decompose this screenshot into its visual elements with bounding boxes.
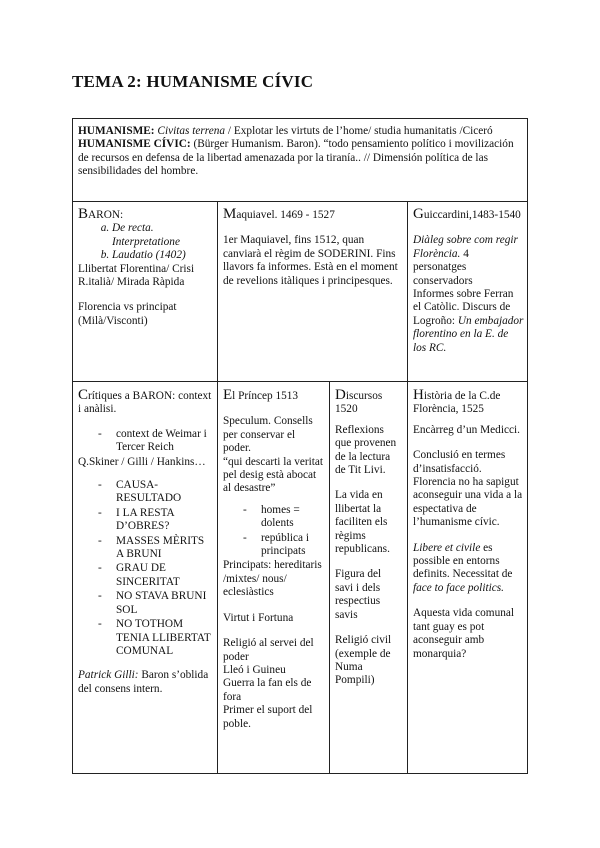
guicciardini-work-2: Un embajador florentino en la E. de los RC. bbox=[413, 314, 524, 354]
maquiavel-text: 1er Maquiavel, fins 1512, quan canviarà el règim de SODERINI. Fins llavors fa informes. Està en el moment de revelions itàliques i principesques. bbox=[223, 234, 398, 287]
list-item: - CAUSA-RESULTADO bbox=[98, 479, 212, 506]
list-item: - I LA RESTA D’OBRES? bbox=[98, 507, 212, 534]
civitas-terrena: Civitas terrena bbox=[157, 125, 226, 137]
discursos-initial: D bbox=[335, 387, 346, 403]
principe-cell bbox=[218, 381, 329, 774]
maquiavel-initial: M bbox=[223, 206, 237, 222]
gilli-label: Patrick Gilli: bbox=[78, 669, 139, 682]
discursos-p2: La vida en llibertat la faciliten els règims republicans. bbox=[335, 489, 390, 556]
principe-p1: Speculum. Consells per conservar el poder. bbox=[223, 415, 313, 455]
list-item: - MASSES MÈRITS A BRUNI bbox=[98, 535, 212, 562]
libere-civile: Libere et civile bbox=[413, 541, 481, 554]
discursos-title: iscursos 1520 bbox=[335, 390, 383, 416]
baron-initial: B bbox=[78, 206, 89, 222]
principe-p3: Principats: hereditaris /mixtes/ nous/ eclesiàstics bbox=[223, 559, 322, 599]
guicciardini-text-1: 4 personatges conservadors bbox=[413, 247, 473, 287]
list-item: - NO TOTHOM TENIA LLIBERTAT COMUNAL bbox=[98, 618, 212, 658]
list-item: - república i principats bbox=[243, 532, 324, 559]
baron-works-list bbox=[78, 222, 212, 262]
historia-title: istòria de la C.de Florència, 1525 bbox=[413, 390, 501, 416]
historia-cell bbox=[408, 381, 529, 774]
maquiavel-cell bbox=[218, 201, 407, 381]
principe-p4: Virtut i Fortuna bbox=[223, 611, 294, 624]
maquiavel-title: aquiavel. 1469 - 1527 bbox=[236, 209, 335, 221]
intro-cell bbox=[73, 119, 529, 201]
list-item: a. De recta. Interpretatione bbox=[112, 222, 212, 249]
critiques-context-list bbox=[78, 428, 212, 455]
humanisme-civic-text: (Bürger Humanism. Baron). “todo pensamiento político i movilización de recursos en defensa de la libertad amenazada por la tiranía.. // Dimensión política de las sensibilidades del hombre. bbox=[78, 138, 514, 178]
baron-cell bbox=[73, 201, 217, 381]
baron-title: ARON: bbox=[88, 209, 124, 221]
critiques-authors: Q.Skiner / Gilli / Hankins… bbox=[78, 455, 206, 468]
discursos-p3: Figura del savi i dels respectius savis bbox=[335, 568, 382, 621]
baron-line-2: Florencia vs principat (Milà/Visconti) bbox=[78, 301, 177, 327]
historia-initial: H bbox=[413, 387, 424, 403]
discursos-cell bbox=[330, 381, 407, 774]
historia-p1: Encàrreg d’un Medicci. bbox=[413, 423, 520, 436]
guicciardini-title: uiccardini,1483-1540 bbox=[423, 209, 521, 221]
list-item: - homes = dolents bbox=[243, 504, 324, 531]
principe-list bbox=[223, 504, 324, 559]
guicciardini-initial: G bbox=[413, 206, 424, 222]
discursos-p4: Religió civil (exemple de Numa Pompili) bbox=[335, 634, 392, 687]
guicciardini-text-2: Informes sobre Ferran el Catòlic. Discurs de Logroño: bbox=[413, 288, 514, 327]
face-to-face: face to face politics. bbox=[413, 581, 504, 594]
discursos-p1: Reflexions que provenen de la lectura de Tit Livi. bbox=[335, 423, 397, 477]
humanisme-text: / Explotar les virtuts de l’home/ studia humanitatis /Ciceró bbox=[225, 125, 493, 137]
humanisme-civic-label: HUMANISME CÍVIC: bbox=[78, 138, 191, 151]
guicciardini-cell bbox=[408, 201, 529, 381]
critiques-points-list bbox=[78, 479, 212, 658]
principe-p6: Lleó i Guineu bbox=[223, 663, 286, 676]
principe-initial: E bbox=[223, 387, 233, 403]
list-item: - context de Weimar i Tercer Reich bbox=[98, 428, 212, 455]
historia-p2: Conclusió en termes d’insatisfacció. Florencia no ha sapigut aconseguir una vida a la espectativa de l’humanisme cívic. bbox=[413, 449, 523, 529]
list-item: b. Laudatio (1402) bbox=[112, 249, 212, 262]
list-item: - GRAU DE SINCERITAT bbox=[98, 562, 212, 589]
notes-table bbox=[72, 118, 528, 774]
principe-title: l Príncep 1513 bbox=[232, 390, 299, 402]
principe-p2: “qui descarti la veritat pel desig està abocat al desastre” bbox=[223, 455, 324, 495]
historia-p3-text: es possible en entorns definits. Necessitat de bbox=[413, 541, 513, 581]
historia-p4: Aquesta vida comunal tant guay es pot aconseguir amb monarquia? bbox=[413, 607, 515, 660]
principe-p8: Primer el suport del poble. bbox=[223, 704, 313, 730]
guicciardini-work-1: Diàleg sobre com regir Florència. bbox=[413, 234, 518, 260]
critiques-title: rítiques a BARON: context i anàlisi. bbox=[78, 390, 212, 416]
principe-p7: Guerra la fan els de fora bbox=[223, 677, 312, 703]
principe-p5: Religió al servei del poder bbox=[223, 637, 314, 663]
page-title: TEMA 2: HUMANISME CÍVIC bbox=[72, 72, 314, 91]
baron-line-1: Llibertat Florentina/ Crisi R.italià/ Mirada Ràpida bbox=[78, 262, 195, 289]
critiques-cell bbox=[73, 381, 217, 774]
humanisme-label: HUMANISME: bbox=[78, 125, 155, 137]
critiques-initial: C bbox=[78, 387, 89, 403]
list-item: - NO STAVA BRUNI SOL bbox=[98, 590, 212, 617]
gilli-text: Baron s’oblida del consens intern. bbox=[78, 669, 209, 695]
